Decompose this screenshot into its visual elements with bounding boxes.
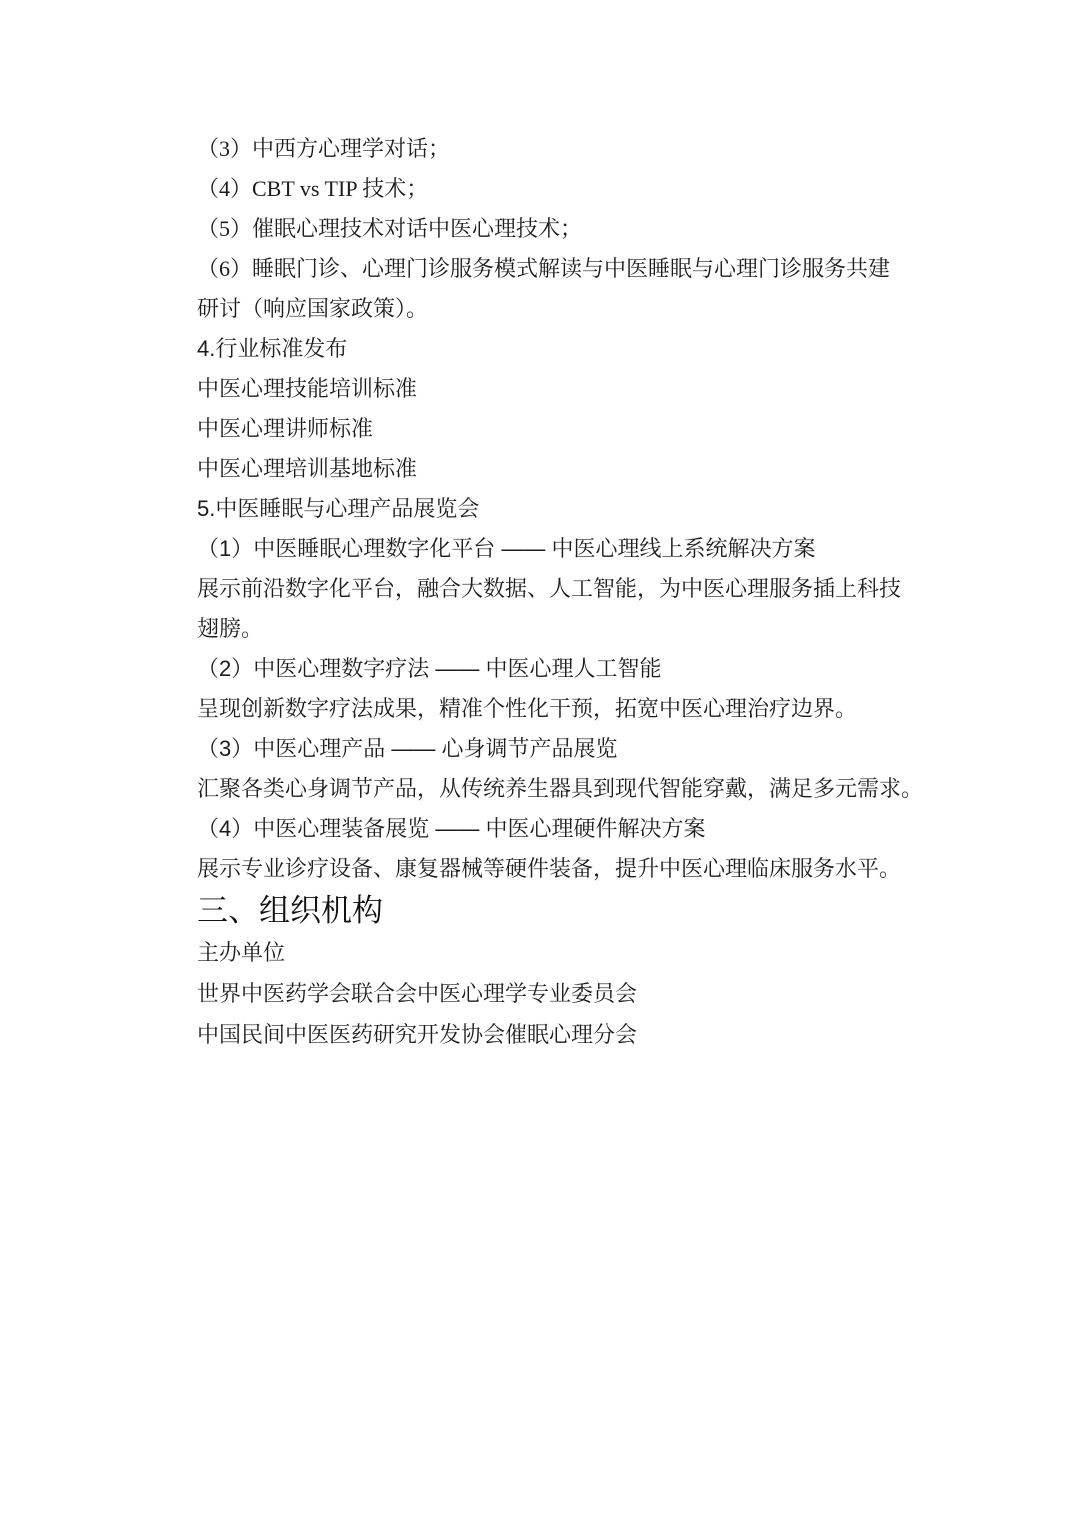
agenda-item-6: （6）睡眠门诊、心理门诊服务模式解读与中医睡眠与心理门诊服务共建研讨（响应国家政策）。 (197, 256, 891, 321)
expo-entry-2-desc: 呈现创新数字疗法成果，精准个性化干预，拓宽中医心理治疗边界。 (197, 696, 858, 721)
host-organization-2: 中国民间中医医药研究开发协会催眠心理分会 (197, 1022, 638, 1047)
agenda-item-3: （3）中西方心理学对话； (197, 136, 451, 161)
expo-section-heading: 5.中医睡眠与心理产品展览会 (197, 496, 480, 521)
expo-entry-4-desc: 展示专业诊疗设备、康复器械等硬件装备，提升中医心理临床服务水平。 (197, 856, 902, 881)
expo-entry-1-title: （1）中医睡眠心理数字化平台 —— 中医心理线上系统解决方案 (197, 536, 816, 561)
expo-entry-3-title: （3）中医心理产品 —— 心身调节产品展览 (197, 736, 618, 761)
standards-item-2: 中医心理讲师标准 (197, 416, 374, 441)
host-unit-label: 主办单位 (197, 940, 286, 965)
page-content (197, 129, 939, 1055)
expo-entry-2-title: （2）中医心理数字疗法 —— 中医心理人工智能 (197, 656, 662, 681)
standards-item-3: 中医心理培训基地标准 (197, 456, 418, 481)
organization-section-heading: 三、组织机构 (197, 893, 383, 928)
expo-entry-3-desc: 汇聚各类心身调节产品，从传统养生器具到现代智能穿戴，满足多元需求。 (197, 776, 924, 801)
host-organization-1: 世界中医药学会联合会中医心理学专业委员会 (197, 981, 638, 1006)
expo-entry-4-title: （4）中医心理装备展览 —— 中医心理硬件解决方案 (197, 816, 706, 841)
agenda-item-5: （5）催眠心理技术对话中医心理技术； (197, 216, 583, 241)
standards-section-heading: 4.行业标准发布 (197, 336, 348, 361)
agenda-item-4: （4）CBT vs TIP 技术； (197, 176, 429, 201)
standards-item-1: 中医心理技能培训标准 (197, 376, 418, 401)
expo-entry-1-desc: 展示前沿数字化平台，融合大数据、人工智能，为中医心理服务插上科技翅膀。 (197, 576, 902, 641)
